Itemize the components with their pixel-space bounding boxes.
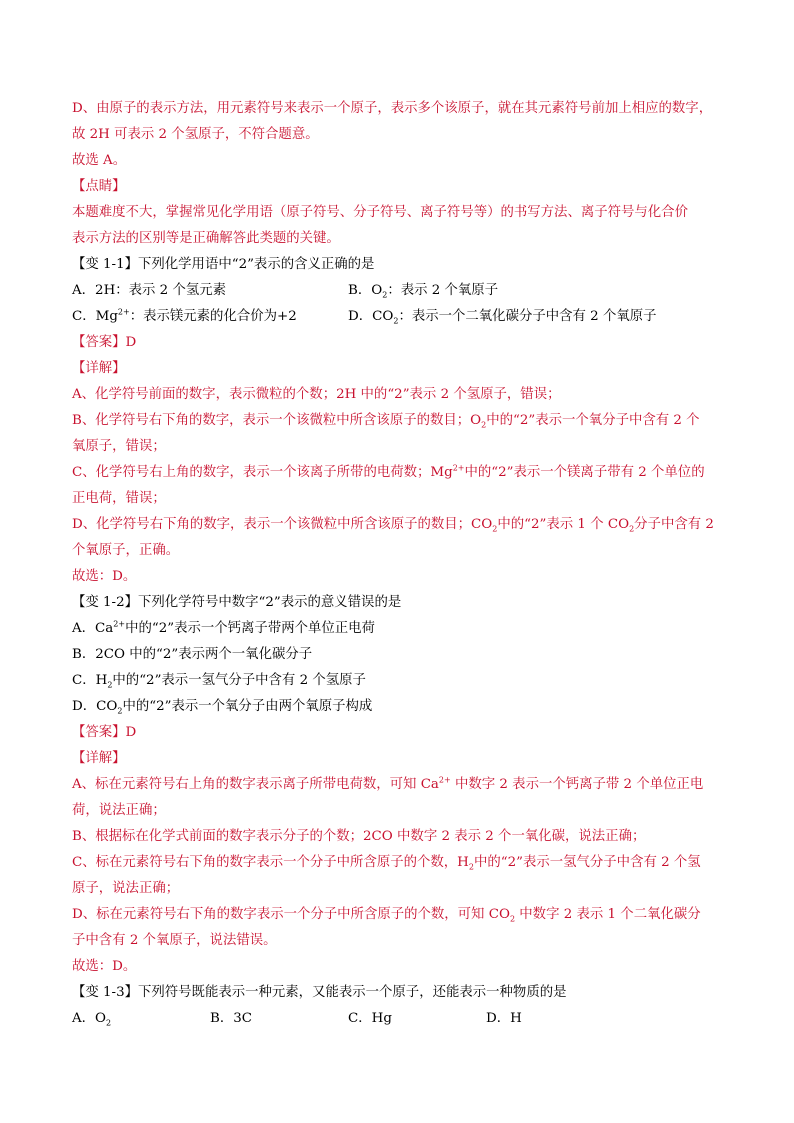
option-row [72, 278, 732, 304]
question-stem: 【变 1-1】下列化学用语中“2”表示的含义正确的是 [72, 257, 375, 272]
option-c: C．$H_2$中的“2”表示一氢气分子中含有 2 个氢原子 [72, 673, 366, 690]
text-line: 氧原子，错误； [72, 439, 166, 454]
option-d: D．H [486, 1011, 522, 1026]
answer-line: 【答案】D [72, 725, 137, 740]
text-line: 故选 A。 [72, 153, 127, 168]
section-heading: 【点睛】 [72, 179, 126, 194]
text-line: 荷，说法正确； [72, 803, 166, 818]
option-a: A．$Ca^{2+}$中的“2”表示一个钙离子带两个单位正电荷 [72, 619, 375, 636]
text-line: C、标在元素符号右下角的数字表示一个分子中所含原子的个数，$H_2$中的“2”表示一氢气分子中含有 2 个氢 [72, 855, 701, 872]
text-line: 正电荷，错误； [72, 491, 166, 506]
option-b: B．2CO 中的“2”表示两个一氧化碳分子 [72, 647, 313, 662]
document-page [72, 96, 732, 1032]
option-a: A．2H：表示 2 个氢元素 [72, 283, 227, 298]
text-line: 表示方法的区别等是正确解答此类题的关键。 [72, 231, 340, 246]
text-line: 子中含有 2 个氧原子，说法错误。 [72, 933, 277, 948]
section-heading: 【详解】 [72, 751, 126, 766]
text-line: B、根据标在化学式前面的数字表示分子的个数；2CO 中数字 2 表示 2 个一氧化碳，说法正确； [72, 829, 646, 844]
option-row [72, 1006, 732, 1032]
option-b: B．3C [210, 1011, 252, 1026]
text-line: 个氧原子，正确。 [72, 543, 180, 558]
option-b: B．$O_2$：表示 2 个氧原子 [348, 283, 499, 300]
text-line: D、由原子的表示方法，用元素符号来表示一个原子，表示多个该原子，就在其元素符号前加上相应的数字， [72, 101, 713, 116]
text-line: A、标在元素符号右上角的数字表示离子所带电荷数，可知 $Ca^{2+}$ 中数字 2 表示一个钙离子带 2 个单位正电 [72, 775, 704, 792]
text-line: D、化学符号右下角的数字，表示一个该微粒中所含该原子的数目；$CO_2$中的“2”表示 1 个 $CO_2$分子中含有 2 [72, 517, 714, 534]
answer-line: 【答案】D [72, 335, 137, 350]
option-row [72, 304, 732, 330]
option-c: C．Hg [348, 1011, 392, 1026]
text-line: D、标在元素符号右下角的数字表示一个分子中所含原子的个数，可知 $CO_2$ 中数字 2 表示 1 个二氧化碳分 [72, 907, 701, 924]
option-d: D．$CO_2$：表示一个二氧化碳分子中含有 2 个氧原子 [348, 309, 657, 326]
text-line: 故选：D。 [72, 569, 137, 584]
text-line: B、化学符号右下角的数字，表示一个该微粒中所含该原子的数目；$O_2$中的“2”表示一个氧分子中含有 2 个 [72, 413, 700, 430]
text-line: 原子，说法正确； [72, 881, 180, 896]
text-line: 故选：D。 [72, 959, 137, 974]
text-line: 本题难度不大，掌握常见化学用语（原子符号、分子符号、离子符号等）的书写方法、离子符号与化合价 [72, 205, 688, 220]
section-heading: 【详解】 [72, 361, 126, 376]
text-line: 故 2H 可表示 2 个氢原子，不符合题意。 [72, 127, 319, 142]
question-stem: 【变 1-3】下列符号既能表示一种元素，又能表示一个原子，还能表示一种物质的是 [72, 985, 567, 1000]
question-stem: 【变 1-2】下列化学符号中数字“2”表示的意义错误的是 [72, 595, 402, 610]
option-a: A．$O_2$ [72, 1011, 112, 1028]
option-c: C．$Mg^{2+}$：表示镁元素的化合价为+2 [72, 307, 297, 324]
option-d: D．$CO_2$中的“2”表示一个氧分子由两个氧原子构成 [72, 699, 373, 716]
text-line: A、化学符号前面的数字，表示微粒的个数；2H 中的“2”表示 2 个氢原子，错误； [72, 387, 561, 402]
text-line: C、化学符号右上角的数字，表示一个该离子所带的电荷数；$Mg^{2+}$中的“2”表示一个镁离子带有 2 个单位的 [72, 463, 705, 480]
